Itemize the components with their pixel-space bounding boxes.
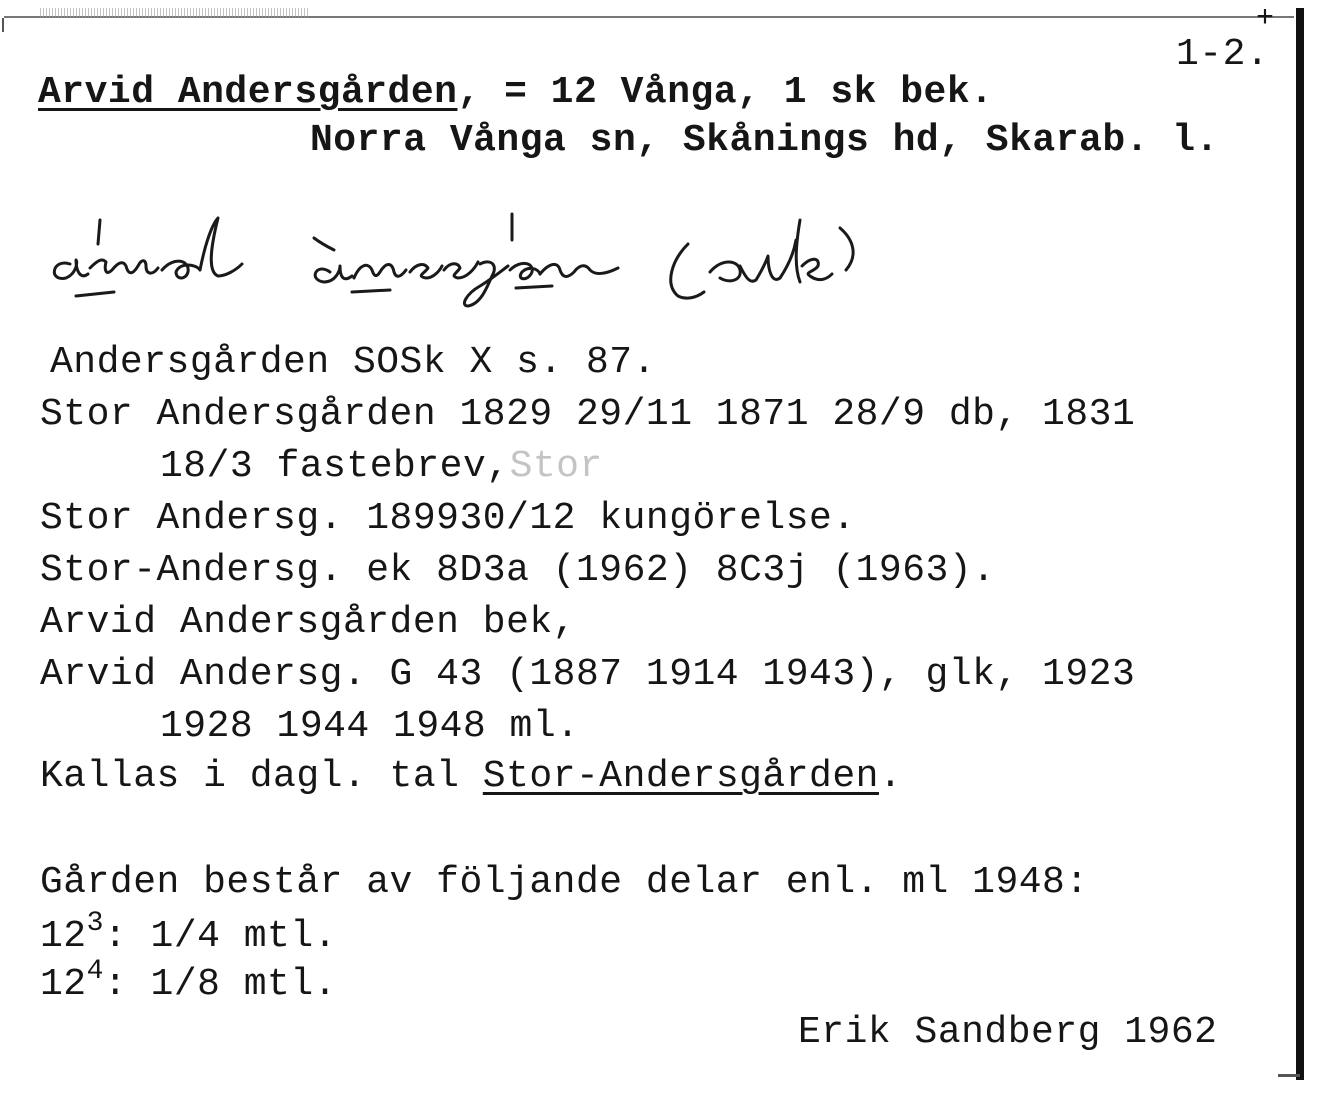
source-line-6: Arvid Andersgården bek, [40, 601, 576, 644]
called-line [40, 755, 903, 798]
called-name: Stor-Andersgården [482, 755, 879, 798]
source-line-4: Stor Andersg. 189930/12 kungörelse. [40, 497, 856, 540]
source-line-3-text: 18/3 fastebrev, [160, 445, 510, 488]
handwritten-dialect-form [40, 200, 880, 310]
source-line-1: Andersgården SOSk X s. 87. [50, 341, 656, 384]
source-line-7: Arvid Andersg. G 43 (1887 1914 1943), glk, 1923 [40, 653, 1136, 696]
source-line-3 [160, 445, 603, 488]
card-right-edge [1296, 8, 1304, 1080]
header-location: Norra Vånga sn, Skånings hd, Skarab. l. [310, 119, 1219, 162]
part-2-base: 12 [40, 963, 87, 1006]
card-number: 1-2. [1176, 33, 1270, 76]
part-2-sup: 4 [86, 956, 104, 987]
part-row-2 [40, 956, 337, 1006]
header-rest: , = 12 Vånga, 1 sk bek. [457, 71, 994, 114]
card-bottom-edge [1278, 1074, 1300, 1077]
card-left-edge [2, 18, 4, 32]
source-line-2: Stor Andersgården 1829 29/11 1871 28/9 db, 1831 [40, 393, 1136, 436]
source-line-5: Stor-Andersg. ek 8D3a (1962) 8C3j (1963). [40, 549, 996, 592]
card-top-edge-texture [40, 8, 310, 18]
plus-mark: + [1256, 2, 1275, 36]
farm-name-title: Arvid Andersgården [38, 71, 458, 114]
parts-intro: Gården består av följande delar enl. ml 1948: [40, 861, 1089, 904]
source-line-8: 1928 1944 1948 ml. [160, 705, 580, 748]
part-1-rest: : 1/4 mtl. [103, 915, 337, 958]
called-suffix: . [878, 755, 903, 798]
called-prefix: Kallas i dagl. tal [40, 755, 483, 798]
part-2-rest: : 1/8 mtl. [103, 963, 337, 1006]
source-line-3-faint: Stor [509, 445, 603, 488]
part-1-base: 12 [40, 915, 87, 958]
part-1-sup: 3 [86, 908, 104, 939]
part-row-1 [40, 908, 337, 958]
card-header [38, 71, 994, 114]
author-signature: Erik Sandberg 1962 [798, 1011, 1218, 1054]
